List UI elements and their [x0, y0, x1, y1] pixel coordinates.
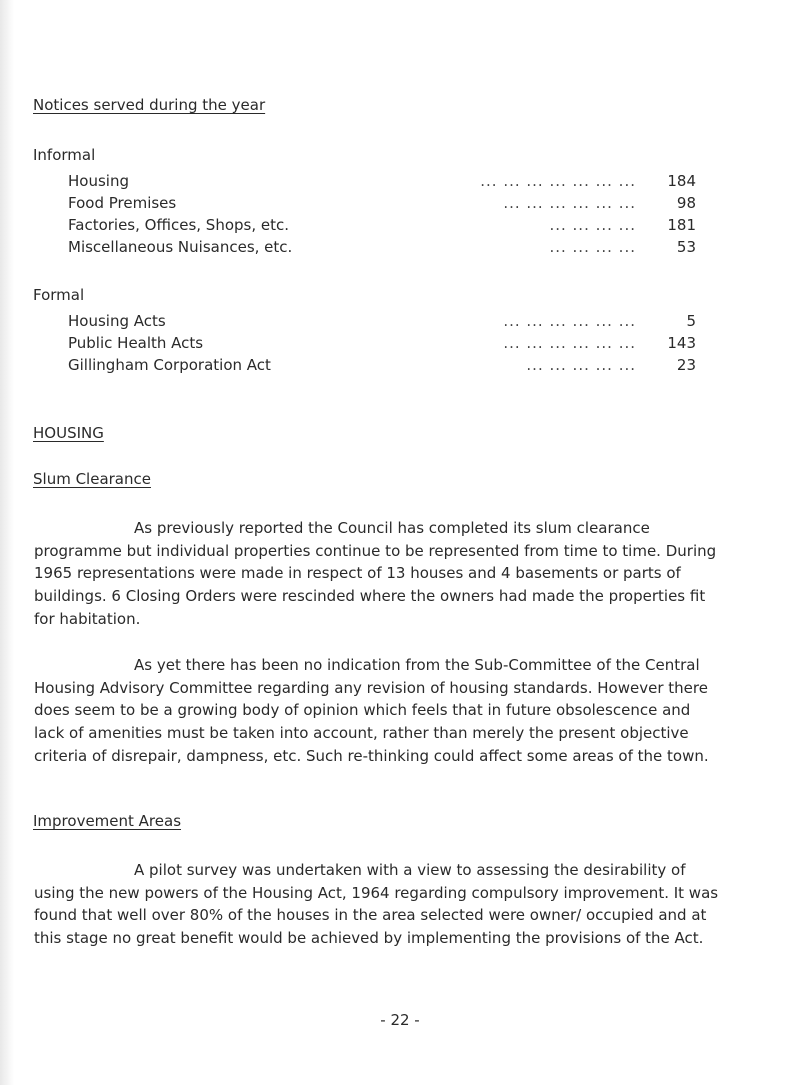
notice-count: 23 — [676, 356, 696, 374]
notice-row-public-health-acts — [68, 334, 696, 356]
notice-count: 5 — [686, 312, 696, 330]
notice-label: Food Premises — [68, 194, 180, 212]
improvement-areas-paragraph: A pilot survey was undertaken with a view to assessing the desirability of using the new powers of the Housing Act, 1964 regarding compulsory improvement. It was found that well over 80% of the houses in the area selected were owner/ occupied and at this stage no great benefit would be achieved by implementing the provisions of the Act. — [34, 861, 719, 948]
notice-row-food-premises — [68, 194, 696, 216]
slum-clearance-heading: Slum Clearance — [33, 470, 151, 488]
leader-dots: ... ... ... ... — [549, 216, 636, 234]
notice-row-gillingham-act — [68, 356, 696, 378]
notice-count: 98 — [676, 194, 696, 212]
leader-dots: ... ... ... ... ... ... — [503, 312, 636, 330]
notice-label: Gillingham Corporation Act — [68, 356, 275, 374]
slum-clearance-paragraph-2: As yet there has been no indication from the Sub-Committee of the Central Housing Advisory Committee regarding any revision of housing standards. However there does seem to be a growing body of opinion which feels that in future obsolescence and lack of amenities must be taken into account, rather than merely the present objective criteria of disrepair, dampness, etc. Such re-thinking could affect some areas of the town. — [34, 656, 709, 765]
notice-label: Public Health Acts — [68, 334, 207, 352]
leader-dots: ... ... ... ... ... — [526, 356, 636, 374]
notice-row-housing — [68, 172, 696, 194]
leader-dots: ... ... ... ... ... ... — [503, 334, 636, 352]
leader-dots: ... ... ... ... ... ... — [503, 194, 636, 212]
leader-dots: ... ... ... ... ... ... ... — [480, 172, 636, 190]
notice-row-factories — [68, 216, 696, 238]
notice-count: 53 — [676, 238, 696, 256]
leader-dots: ... ... ... ... — [549, 238, 636, 256]
notice-label: Factories, Offices, Shops, etc. — [68, 216, 293, 234]
notice-row-housing-acts — [68, 312, 696, 334]
housing-heading: HOUSING — [33, 424, 104, 442]
notice-count: 143 — [667, 334, 696, 352]
notices-heading: Notices served during the year — [33, 96, 266, 114]
improvement-areas-heading: Improvement Areas — [33, 812, 182, 830]
informal-heading: Informal — [33, 146, 96, 164]
notice-label: Housing Acts — [68, 312, 170, 330]
notice-label: Miscellaneous Nuisances, etc. — [68, 238, 296, 256]
formal-heading: Formal — [33, 286, 85, 304]
slum-clearance-paragraph-1: As previously reported the Council has completed its slum clearance programme but individual properties continue to be represented from time to time. During 1965 representations were made in respect of 13 houses and 4 basements or parts of buildings. 6 Closing Orders were rescinded where the owners had made the properties fit for habitation. — [34, 519, 717, 628]
notice-label: Housing — [68, 172, 133, 190]
notice-count: 184 — [667, 172, 696, 190]
page-edge-shadow — [0, 0, 14, 1085]
page-number: - 22 - — [380, 1011, 420, 1029]
notice-count: 181 — [667, 216, 696, 234]
notice-row-misc-nuisances — [68, 238, 696, 260]
